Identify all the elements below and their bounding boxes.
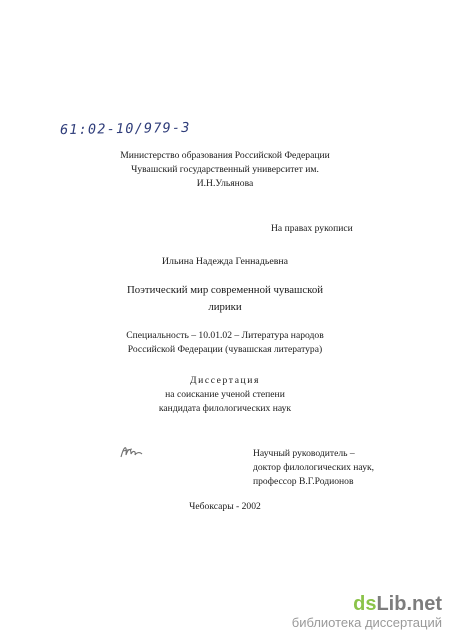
supervisor-line2: доктор филологических наук,: [253, 462, 375, 473]
university-line: Чувашский государственный университет им.: [131, 164, 319, 175]
degree-line1: на соискание ученой степени: [165, 389, 285, 400]
supervisor-line3: профессор В.Г.Родионов: [253, 476, 354, 487]
supervisor-line1: Научный руководитель –: [253, 448, 355, 459]
place-and-year: Чебоксары - 2002: [189, 501, 261, 512]
dslib-logo: dsLib.net: [353, 593, 442, 615]
author-name: Ильина Надежда Геннадьевна: [161, 256, 289, 267]
handwritten-signature: [118, 440, 144, 462]
archive-number-handwritten: 61:02-10/979-3: [59, 119, 191, 139]
degree-line2: кандидата филологических наук: [158, 403, 292, 414]
specialty-line2: Российской Федерации (чувашская литература): [127, 344, 323, 355]
dslib-subtitle: библиотека диссертаций: [291, 615, 442, 630]
dissertation-title-line1: Поэтический мир современной чувашской: [126, 284, 324, 296]
dslib-watermark: [292, 594, 442, 630]
university-name-line: И.Н.Ульянова: [196, 178, 254, 189]
dissertation-label: Диссертация: [189, 375, 261, 386]
manuscript-rights: На правах рукописи: [271, 223, 353, 234]
dissertation-title-line2: лирики: [208, 301, 242, 313]
ministry-line: Министерство образования Российской Федерации: [120, 150, 330, 161]
specialty-line1: Специальность – 10.01.02 – Литература народов: [126, 330, 324, 341]
